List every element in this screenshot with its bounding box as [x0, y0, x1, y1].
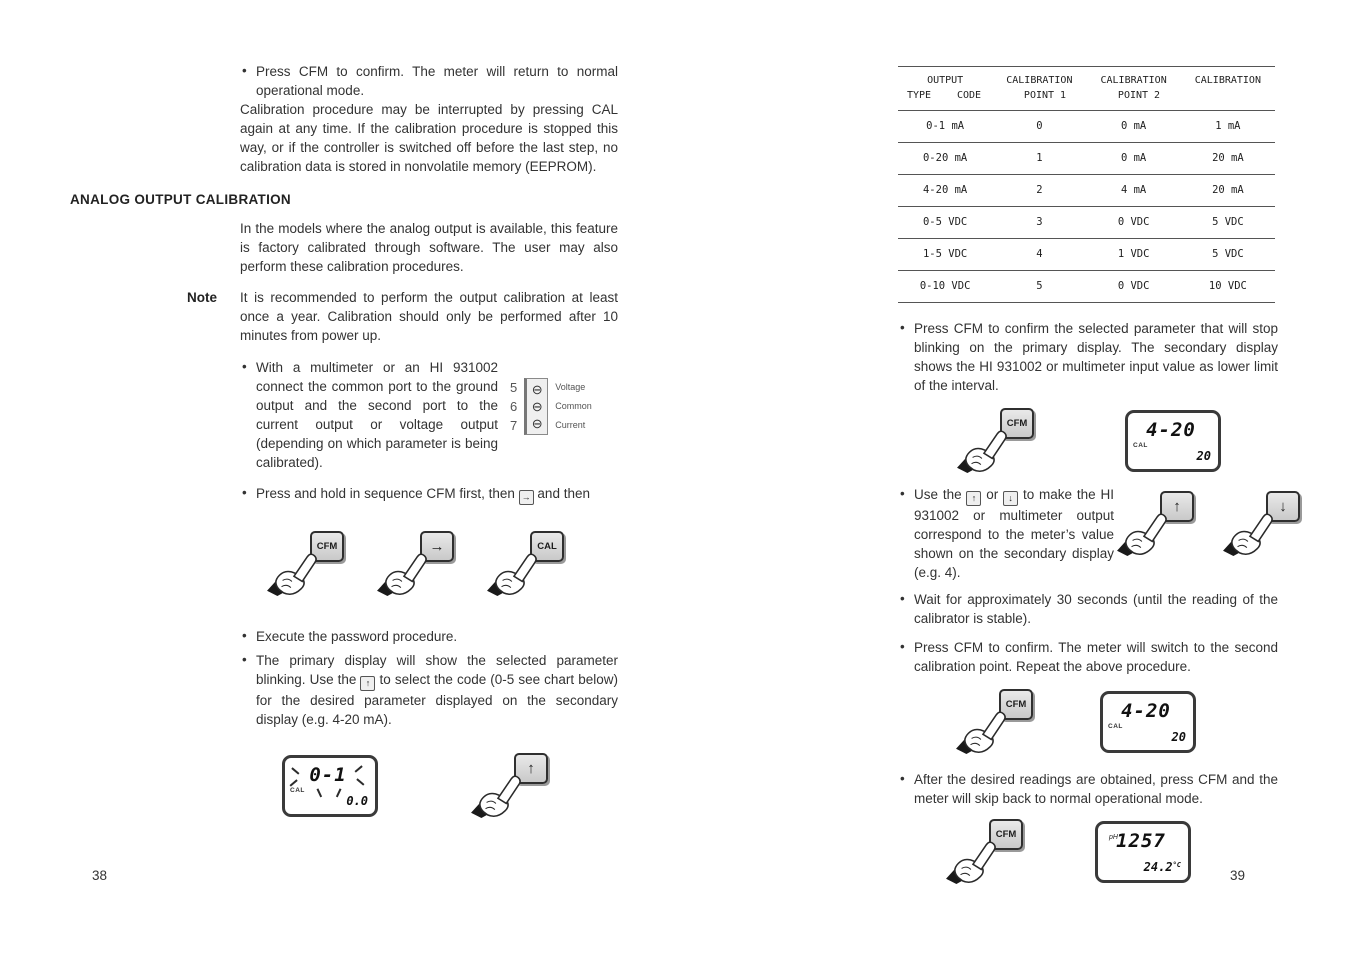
lcd-secondary-value: 0.0: [346, 794, 368, 808]
bullet-item: [898, 485, 1287, 582]
cfm-key: CFM: [310, 531, 344, 562]
hand-icon: [376, 539, 434, 597]
bullet-text: Press CFM to confirm the selected parameter that will stop blinking on the primary display. The secondary display shows the HI 931002 or multimeter input value as lower limit of the interval.: [914, 321, 1278, 393]
page-number-left: 38: [92, 868, 108, 883]
calibration-table: [898, 66, 1275, 303]
code-select-illustration: [282, 753, 620, 819]
ph-indicator: pH: [1109, 834, 1118, 841]
lcd-primary-value: 4-20: [1146, 419, 1196, 441]
table-cell: 1: [1036, 152, 1043, 164]
table-cell: 0 mA: [1120, 152, 1147, 164]
terminal-number: 7: [510, 418, 518, 433]
keypress-illustration: [1116, 491, 1196, 557]
keypress-illustration: [486, 531, 566, 597]
terminal-strip: [524, 378, 548, 435]
cfm-key: CFM: [989, 819, 1023, 850]
bullet-text-post: to make the HI 931002 or multimeter output correspond to the meter’s value shown on the secondary display (e.g. 4).: [914, 487, 1114, 580]
lcd-secondary-value: 20: [1196, 449, 1211, 463]
section-heading: ANALOG OUTPUT CALIBRATION: [70, 192, 291, 207]
lcd-secondary-value: 20: [1171, 730, 1186, 744]
right-arrow-key-icon: →: [519, 490, 534, 505]
table-cell: 3: [1036, 216, 1043, 228]
terminal-labels: [555, 378, 592, 435]
hand-icon: [1222, 499, 1280, 557]
table-cell: 5 VDC: [1212, 216, 1244, 228]
bullet-text: [256, 486, 590, 501]
cfm-lcd-illustration: [955, 686, 1280, 758]
bullet-text-pre: The primary display will show the selected parameter blinking. Use the: [256, 653, 618, 687]
table-cell: 0: [1036, 120, 1043, 132]
terminal-numbers: [510, 378, 517, 435]
hand-icon: [955, 697, 1013, 755]
keypress-illustration: [955, 689, 1035, 755]
lcd-primary-value: 4-20: [1121, 700, 1171, 722]
table-cell: 5 VDC: [1212, 248, 1244, 260]
terminal-label: Current: [555, 420, 586, 430]
terminal-number: 5: [510, 380, 518, 395]
table-header: CALIBRATION: [1100, 75, 1167, 86]
hand-icon: [470, 761, 528, 819]
cal-indicator: CAL: [1133, 442, 1148, 449]
note-block: [70, 288, 620, 345]
keypress-illustration: [376, 531, 456, 597]
terminal-number: 6: [510, 399, 518, 414]
bullet-item: [898, 638, 1278, 676]
down-arrow-key-icon: ↓: [1003, 491, 1018, 506]
table-cell: 0-1 mA: [926, 120, 965, 132]
cal-indicator: CAL: [290, 787, 305, 794]
keypress-illustration: [1222, 491, 1302, 557]
bullet-text: [914, 485, 1114, 582]
screw-terminal-icon: ⊖: [531, 399, 543, 414]
table-cell: 0-20 mA: [922, 152, 968, 164]
table-row: [898, 175, 1275, 207]
terminal-label: Common: [555, 401, 592, 411]
hand-icon: [266, 539, 324, 597]
bullet-item: [240, 358, 498, 472]
table-row: [898, 207, 1275, 239]
page-right: [898, 58, 1287, 888]
lcd-display: [1095, 821, 1191, 883]
bullet-text: Execute the password procedure.: [256, 629, 458, 644]
screw-terminal-icon: ⊖: [531, 416, 543, 431]
bullet-text: Press CFM to confirm. The meter will switch to the second calibration point. Repeat the above procedure.: [914, 640, 1278, 674]
table-cell: 1-5 VDC: [922, 248, 968, 260]
table-cell: 4 mA: [1120, 184, 1147, 196]
bullet-text: [256, 653, 618, 727]
cfm-key: CFM: [999, 689, 1033, 720]
terminal-label: Voltage: [555, 382, 586, 392]
table-header: POINT 2: [1117, 90, 1161, 101]
keypress-illustration: [945, 819, 1025, 885]
table-row: [898, 239, 1275, 271]
bullet-item: [240, 62, 618, 100]
screw-terminal-icon: ⊖: [531, 382, 543, 397]
note-text: It is recommended to perform the output calibration at least once a year. Calibration should only be performed after 10 minutes from power up.: [240, 290, 618, 343]
bullet-text: Wait for approximately 30 seconds (until the reading of the calibrator is stable).: [914, 592, 1278, 626]
table-header-row-1: [898, 67, 1275, 89]
bullet-item: [240, 484, 618, 505]
table-cell: 2: [1036, 184, 1043, 196]
up-arrow-key-icon: ↑: [966, 491, 981, 506]
table-cell: 0 VDC: [1117, 216, 1150, 228]
hand-icon: [945, 827, 1003, 885]
table-cell: 0-10 VDC: [919, 280, 971, 292]
hand-icon: [486, 539, 544, 597]
note-label: Note: [187, 290, 217, 305]
table-cell: 4-20 mA: [922, 184, 968, 196]
keypress-illustration: [266, 531, 346, 597]
table-cell: 20 mA: [1212, 152, 1244, 164]
table-header: CALIBRATION: [1006, 75, 1073, 86]
cfm-key: CFM: [1000, 408, 1034, 439]
table-cell: 5: [1036, 280, 1043, 292]
paragraph-interrupt: Calibration procedure may be interrupted by pressing CAL again at any time. If the calibration procedure is stopped this way, or if the controller is switched off before the last step, no calibration data is stored in nonvolatile memory (EEPROM).: [240, 102, 618, 174]
hand-icon: [1116, 499, 1174, 557]
temperature-unit: °C: [1172, 861, 1181, 869]
lcd-primary-value: 1257: [1116, 830, 1166, 852]
paragraph-models: In the models where the analog output is available, this feature is factory calibrated through software. The user may also perform these calibration procedures.: [240, 221, 618, 274]
up-arrow-key: ↑: [1160, 491, 1194, 522]
cfm-lcd-illustration: [956, 405, 1280, 477]
table-cell: 10 VDC: [1208, 280, 1247, 292]
table-header: POINT 1: [1023, 90, 1067, 101]
table-header: OUTPUT: [927, 75, 964, 86]
bullet-text: After the desired readings are obtained, press CFM and the meter will skip back to normal operational mode.: [914, 772, 1278, 806]
table-row: [898, 111, 1275, 143]
table-cell: 0-5 VDC: [922, 216, 968, 228]
page-left: [70, 62, 620, 819]
lcd-display: [282, 755, 378, 817]
lcd-primary-value: 0-1: [309, 764, 347, 786]
table-header-empty: [1186, 89, 1275, 102]
multimeter-step: [70, 358, 620, 472]
bullet-text: With a multimeter or an HI 931002 connect the common port to the ground output and the second port to the current output or voltage output (depending on which parameter is being calibrated).: [256, 360, 498, 470]
table-header: CODE: [956, 90, 982, 101]
keypress-illustration: [470, 753, 550, 819]
bullet-item: [240, 651, 618, 729]
lcd-secondary-value: [1144, 856, 1181, 877]
bullet-item: [898, 770, 1278, 808]
bullet-text-pre: Use the: [914, 487, 962, 502]
cal-key: CAL: [530, 531, 564, 562]
table-header-row-2: [898, 89, 1275, 111]
table-header: TYPE: [906, 90, 932, 101]
bullet-text-pre: Press and hold in sequence CFM first, then: [256, 486, 515, 501]
table-cell: 0 VDC: [1117, 280, 1150, 292]
hand-icon: [956, 416, 1014, 474]
bullet-text-post: and then: [537, 486, 590, 501]
lcd-display: [1125, 410, 1221, 472]
keypress-illustration: [956, 408, 1036, 474]
down-arrow-key: ↓: [1266, 491, 1300, 522]
table-cell: 1 mA: [1215, 120, 1241, 132]
table-cell: 20 mA: [1212, 184, 1244, 196]
table-row: [898, 271, 1275, 303]
right-arrow-key: →: [420, 531, 454, 562]
bullet-item: [240, 627, 618, 646]
bullet-text-post: to select the code (0-5 see chart below) for the desired parameter displayed on the secondary display (e.g. 4-20 mA).: [256, 672, 618, 727]
table-cell: 0 mA: [1120, 120, 1147, 132]
bullet-item: [898, 319, 1278, 395]
table-cell: 4: [1036, 248, 1043, 260]
table-header: CALIBRATION: [1194, 75, 1261, 86]
bullet-text: Press CFM to confirm. The meter will return to normal operational mode.: [256, 64, 618, 98]
table-cell: 1 VDC: [1117, 248, 1150, 260]
temperature-value: 24.2: [1143, 860, 1173, 874]
page-number-right: 39: [1230, 868, 1246, 883]
key-sequence-illustration: [266, 531, 620, 597]
bullet-item: [898, 590, 1278, 628]
terminal-diagram: [510, 378, 592, 435]
up-arrow-key-icon: ↑: [360, 676, 375, 691]
lcd-display: [1100, 691, 1196, 753]
bullet-text-mid: or: [986, 487, 999, 502]
table-row: [898, 143, 1275, 175]
updown-keys-illustration: [1116, 491, 1302, 557]
cal-indicator: CAL: [1108, 723, 1123, 730]
up-arrow-key: ↑: [514, 753, 548, 784]
